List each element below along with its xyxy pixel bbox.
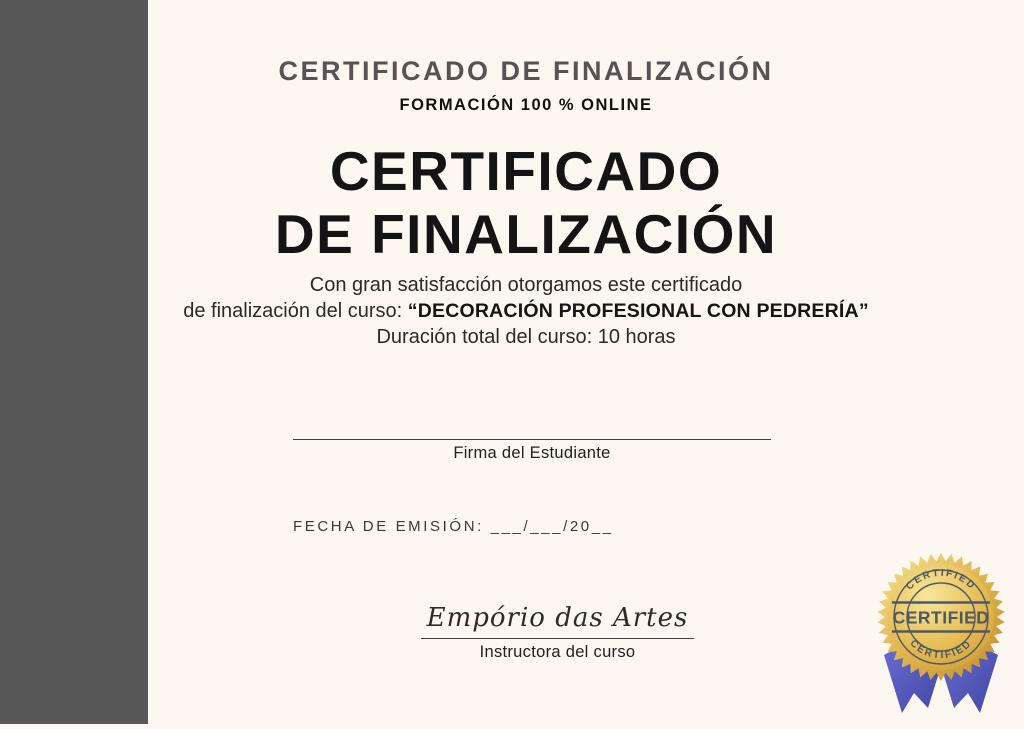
header-title: CERTIFICADO DE FINALIZACIÓN bbox=[278, 56, 774, 86]
certified-badge-icon bbox=[858, 543, 1024, 724]
instructor-signature-label: Instructora del curso bbox=[479, 643, 636, 661]
course-name: “DECORACIÓN PROFESIONAL CON PEDRERÍA” bbox=[407, 300, 869, 322]
badge-bottom-arc-text: CERTIFIED bbox=[907, 637, 975, 662]
certificate-main-title bbox=[148, 140, 904, 266]
certificate-header bbox=[148, 56, 904, 115]
issue-date-line bbox=[293, 518, 614, 535]
instructor-signature-block bbox=[421, 600, 694, 662]
issue-date-label: FECHA DE EMISIÓN: bbox=[293, 518, 484, 535]
instructor-signature-name: Empório das Artes bbox=[426, 603, 689, 633]
issue-date-value: ___/___/20__ bbox=[490, 518, 614, 535]
badge-center-text: CERTIFIED bbox=[892, 607, 990, 628]
body-line2-prefix: de finalización del curso: bbox=[183, 300, 408, 322]
body-line2 bbox=[148, 298, 904, 324]
badge-top-arc-text: CERTIFIED bbox=[904, 567, 978, 593]
student-signature-block bbox=[293, 439, 771, 463]
body-line3: Duración total del curso: 10 horas bbox=[376, 326, 676, 348]
header-subtitle: FORMACIÓN 100 % ONLINE bbox=[399, 96, 653, 114]
body-line1: Con gran satisfacción otorgamos este certificado bbox=[309, 274, 743, 296]
main-title-line2: DE FINALIZACIÓN bbox=[274, 203, 778, 265]
main-title-line1: CERTIFICADO bbox=[329, 140, 723, 202]
left-accent-bar bbox=[0, 0, 148, 724]
student-signature-label: Firma del Estudiante bbox=[453, 444, 611, 462]
certificate-body bbox=[148, 272, 904, 350]
